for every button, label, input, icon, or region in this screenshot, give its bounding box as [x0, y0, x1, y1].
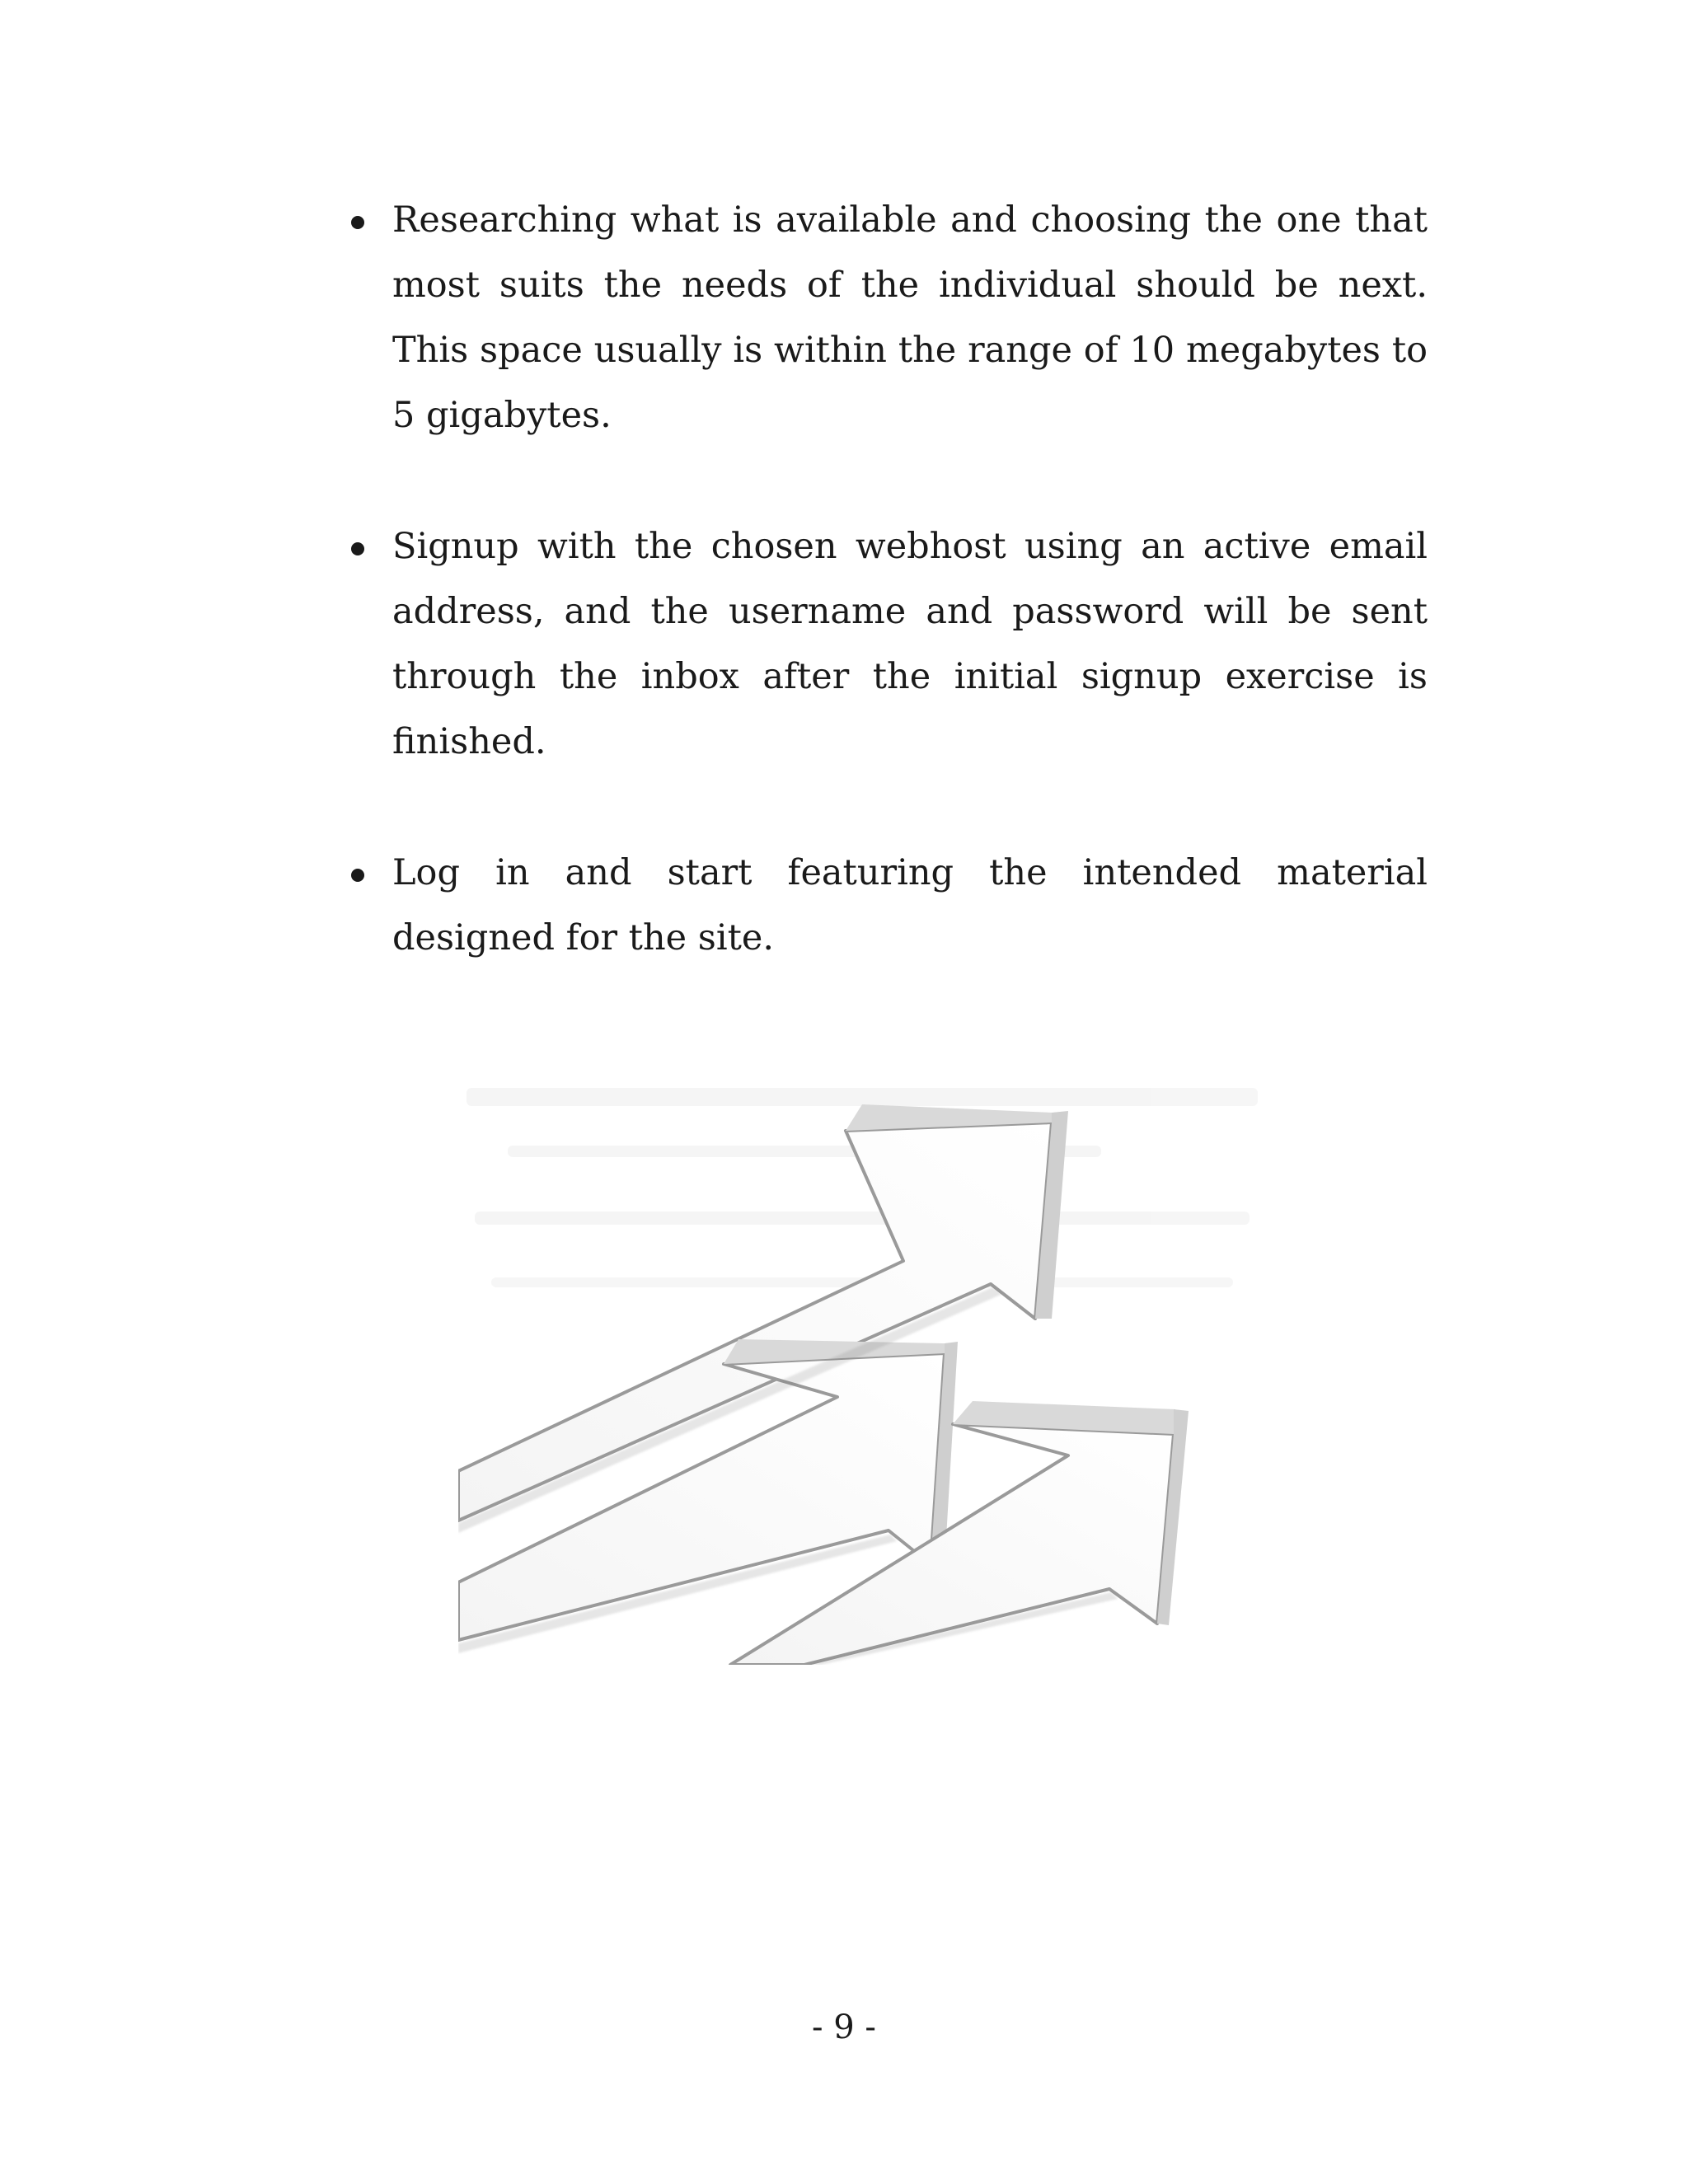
- bullet-list: [338, 188, 1428, 1037]
- bullet-text: Signup with the chosen webhost using an active email address, and the username and password will be sent through the inbox after the initial signup exercise is finished.: [392, 526, 1428, 762]
- list-item: [338, 188, 1428, 448]
- arrows-up-right-icon: [458, 1071, 1271, 1665]
- list-item: [338, 514, 1428, 775]
- bullet-icon: [351, 542, 364, 555]
- arrows-illustration: [458, 1071, 1271, 1665]
- page-number: - 9 -: [812, 2008, 876, 2046]
- list-item: [338, 841, 1428, 971]
- bullet-icon: [351, 216, 364, 229]
- bullet-text: Researching what is available and choosing the one that most suits the needs of the individual should be next. This space usually is within the range of 10 megabytes to 5 gigabytes.: [392, 199, 1428, 436]
- bullet-icon: [351, 869, 364, 882]
- bullet-text: Log in and start featuring the intended material designed for the site.: [392, 852, 1428, 958]
